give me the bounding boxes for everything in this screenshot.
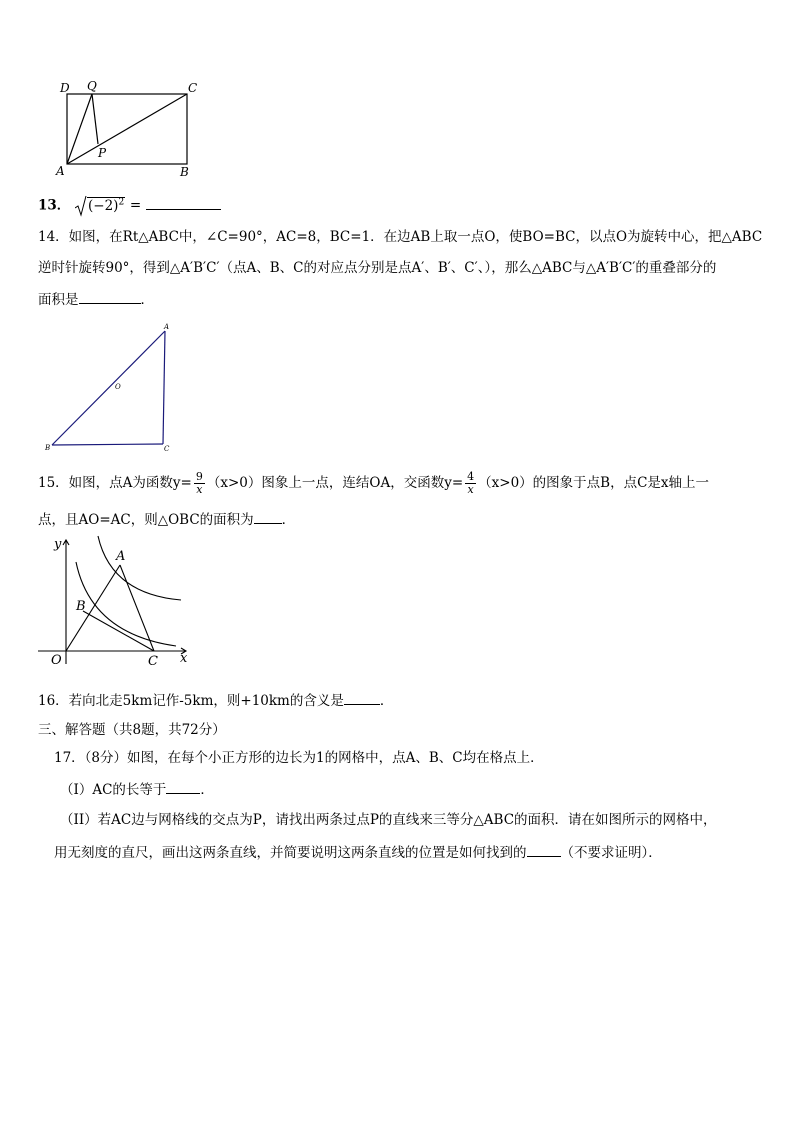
- sqrt-icon: [75, 195, 87, 217]
- question-14-line1: 14．如图，在Rt△ABC中，∠C=90°，AC=8，BC=1．在边AB上取一点O，使BO=BC，以点O为旋转中心，把△ABC: [38, 229, 763, 245]
- label-C: C: [164, 445, 170, 453]
- function-graph-figure: [36, 534, 196, 670]
- label-A: A: [56, 164, 65, 178]
- question-17-part1: （I）AC的长等于 ．: [60, 779, 214, 800]
- q16-answer-blank[interactable]: [344, 690, 380, 705]
- question-15-line1: 15．如图，点A为函数y= $\frac{9}{x}$ （x>0）图象上一点，连结OA，交函数y= $\frac{4}{x}$ （x>0）的图象于点B，点C是x轴上一: [38, 470, 710, 496]
- label-x: x: [180, 651, 188, 666]
- q13-answer-blank[interactable]: [146, 195, 221, 210]
- label-O: O: [115, 383, 121, 391]
- label-B: B: [76, 599, 86, 614]
- question-13: [38, 192, 221, 217]
- label-D: D: [60, 81, 70, 95]
- label-B: B: [180, 165, 189, 179]
- label-O: O: [51, 653, 62, 668]
- q13-radicand: $(-2)^2$: [88, 197, 125, 214]
- rectangle-figure: [55, 78, 205, 180]
- label-A: A: [116, 549, 126, 564]
- q17-part2-answer-blank[interactable]: [527, 842, 561, 857]
- label-Q: Q: [87, 79, 97, 93]
- q15-answer-blank[interactable]: [254, 509, 282, 524]
- label-P: P: [98, 146, 107, 160]
- label-C: C: [188, 81, 198, 95]
- fraction-9-over-x: $\frac{9}{x}$: [195, 470, 203, 496]
- question-14-line2: 逆时针旋转90°，得到△A′B′C′（点A、B、C的对应点分别是点A′、B′、C′、），那么△ABC与△A′B′C′的重叠部分的: [38, 260, 717, 276]
- question-14-line3: 面积是 ．: [38, 289, 154, 310]
- question-17-part2-line2: 用无刻度的直尺，画出这两条直线，并简要说明这两条直线的位置是如何找到的 （不要求证明）．: [54, 842, 662, 863]
- label-A: A: [164, 323, 170, 331]
- question-16: 16．若向北走5km记作-5km，则+10km的含义是 ．: [38, 690, 393, 711]
- q13-equals: =: [129, 197, 142, 214]
- section-heading: 三、解答题（共8题，共72分）: [38, 722, 226, 738]
- question-17-part2-line1: （II）若AC边与网格线的交点为P，请找出两条过点P的直线来三等分△ABC的面积．请在如图所示的网格中，: [60, 812, 717, 828]
- q17-part1-answer-blank[interactable]: [166, 779, 200, 794]
- label-B: B: [45, 444, 51, 452]
- triangle-figure: [40, 318, 180, 454]
- q14-answer-blank[interactable]: [79, 289, 141, 304]
- question-15-line2: 点，且AO=AC，则△OBC的面积为 ．: [38, 509, 295, 530]
- fraction-4-over-x: $\frac{4}{x}$: [467, 470, 475, 496]
- q13-number: 13．: [38, 197, 71, 214]
- question-17-line1: 17．（8分）如图，在每个小正方形的边长为1的网格中，点A、B、C均在格点上．: [54, 750, 544, 766]
- label-y: y: [54, 537, 62, 552]
- label-C: C: [148, 654, 158, 669]
